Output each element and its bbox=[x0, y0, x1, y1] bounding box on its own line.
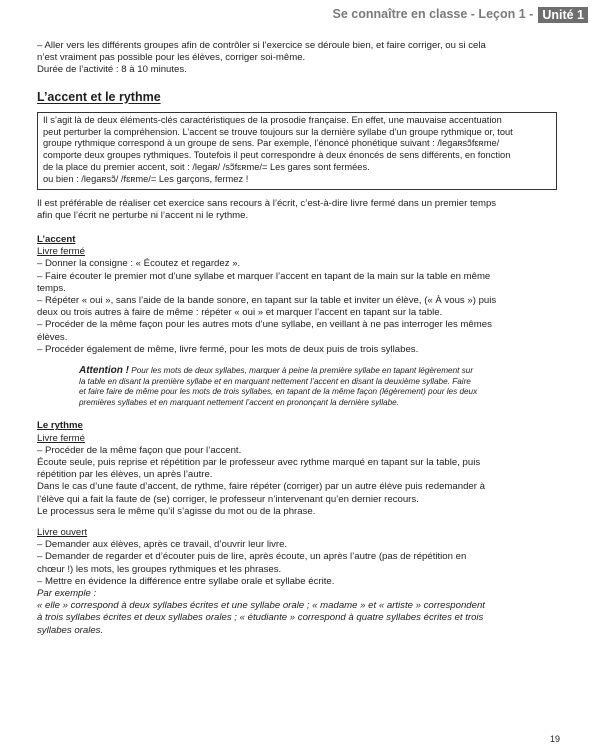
accent-line: élèves. bbox=[37, 331, 68, 343]
example-label: Par exemple : bbox=[37, 588, 97, 600]
page-number: 19 bbox=[549, 734, 560, 744]
rythme-line: l’élève qui a fait la faute de (se) corriger, le professeur n’intervenant qu’en dernier recours. bbox=[37, 493, 419, 505]
accent-line: – Répéter « oui », sans l’aide de la bande sonore, en tapant sur la table et inviter un élève, (« À vous ») puis bbox=[37, 295, 497, 307]
accent-title: L’accent bbox=[37, 234, 76, 245]
note-line: la table en disant la première syllabe et en marquant nettement l’accent en disant la deuxième syllabe. Faire bbox=[79, 376, 471, 386]
unit-badge: Unité 1 bbox=[538, 7, 588, 23]
accent-line: – Donner la consigne : « Écoutez et regardez ». bbox=[37, 258, 241, 270]
example-line: syllabes orales. bbox=[37, 624, 104, 636]
note-label: Attention ! bbox=[79, 365, 129, 377]
info-box-line: ou bien : /legaʀsɔ̃/ /fɛʀme/= Les garçons, fermez ! bbox=[43, 173, 249, 184]
open-book-line: – Demander de regarder et d’écouter puis de lire, après écoute, un après l’autre (pas de répétition en bbox=[37, 551, 467, 563]
rythme-title: Le rythme bbox=[37, 420, 83, 432]
note-line: et faire faire de même pour les mots de trois syllabes, en tapant de la même façon (légèrement) pour les deux bbox=[79, 387, 478, 397]
example-line: « elle » correspond à deux syllabes écrites et une syllabe orale ; « madame » et « artiste » correspondent bbox=[37, 600, 485, 612]
advice-line: afin que l’écrit ne perturbe ni l’accent ni le rythme. bbox=[37, 209, 249, 221]
accent-line: – Faire écouter le premier mot d’une syllabe et marquer l’accent en tapant de la main sur la table en même bbox=[37, 270, 491, 282]
intro-line: n’est vraiment pas possible pour les élèves, corriger soi-même. bbox=[37, 52, 306, 64]
info-box bbox=[37, 112, 557, 190]
info-box-line: Il s’agit là de deux éléments-clés caractéristiques de la prosodie française. En effet, une mauvaise accentuation bbox=[43, 114, 502, 125]
header-title: Se connaître en classe - Leçon 1 - bbox=[332, 7, 534, 22]
rythme-subtitle: Livre fermé bbox=[37, 432, 85, 444]
rythme-line: Dans le cas d’une faute d’accent, de rythme, faire répéter (corriger) par un autre élève puis redemander à bbox=[37, 481, 485, 493]
rythme-line: répétition par les élèves, un après l’autre. bbox=[37, 469, 213, 481]
example-line: à trois syllabes écrites et deux syllabes orales ; « étudiante » correspond à quatre syllabes écrites et trois bbox=[37, 612, 484, 624]
section-title: L’accent et le rythme bbox=[37, 89, 161, 104]
note-line: premières syllabes et en marquant nettement l’accent en prononçant la dernière syllabe. bbox=[79, 397, 399, 407]
accent-line: – Procéder de la même façon pour les autres mots d’une syllabe, en veillant à ne pas interroger les mêmes bbox=[37, 319, 492, 331]
advice-line: Il est préférable de réaliser cet exercice sans recours à l’écrit, c’est-à-dire livre fermé dans un premier temps bbox=[37, 197, 497, 209]
open-book-subtitle: Livre ouvert bbox=[37, 527, 88, 539]
accent-line: deux ou trois autres à faire de même : répéter « oui » et marquer l’accent en tapant sur la table. bbox=[37, 307, 443, 319]
info-box-line: peut perturber la compréhension. L’accent se trouve toujours sur la dernière syllabe d’un groupe rythmique or, tout bbox=[43, 126, 513, 137]
page-content bbox=[37, 40, 557, 637]
rythme-line: Écoute seule, puis reprise et répétition par le professeur avec rythme marqué en tapant sur la table, puis bbox=[37, 457, 481, 469]
activity-duration: Durée de l’activité : 8 à 10 minutes. bbox=[37, 64, 187, 76]
rythme-line: – Procéder de la même façon que pour l’accent. bbox=[37, 444, 242, 456]
accent-subtitle: Livre fermé bbox=[37, 246, 85, 258]
attention-note bbox=[79, 366, 537, 408]
open-book-line: – Mettre en évidence la différence entre syllabe orale et syllabe écrite. bbox=[37, 575, 335, 587]
info-box-line: groupe rythmique correspond à un groupe de sens. Par exemple, l’énoncé phonétique suivant : /legaʀsɔ̃fɛʀme/ bbox=[43, 138, 500, 149]
note-line bbox=[79, 366, 537, 377]
open-book-line: – Demander aux élèves, après ce travail, d’ouvrir leur livre. bbox=[37, 539, 288, 551]
accent-line: temps. bbox=[37, 282, 66, 294]
open-book-line: chœur !) les mots, les groupes rythmiques et les phrases. bbox=[37, 563, 282, 575]
note-text: Pour les mots de deux syllabes, marquer à peine la première syllabe en tapant légèrement sur bbox=[129, 366, 474, 376]
rythme-line: Le processus sera le même qu’il s’agisse du mot ou de la phrase. bbox=[37, 505, 316, 517]
accent-line: – Procéder également de même, livre fermé, pour les mots de deux puis de trois syllabes. bbox=[37, 343, 419, 355]
intro-line: – Aller vers les différents groupes afin de contrôler si l’exercice se déroule bien, et faire corriger, ou si cela bbox=[37, 40, 486, 51]
info-box-line: de la place du premier accent, soit : /legaʀ/ /sɔ̃fɛʀme/= Les gares sont fermées. bbox=[43, 162, 370, 172]
page-header bbox=[333, 6, 588, 23]
info-box-line: comporte deux groupes rythmiques. Toutefois il peut correspondre à deux énoncés de sens différents, en fonction bbox=[43, 150, 511, 161]
